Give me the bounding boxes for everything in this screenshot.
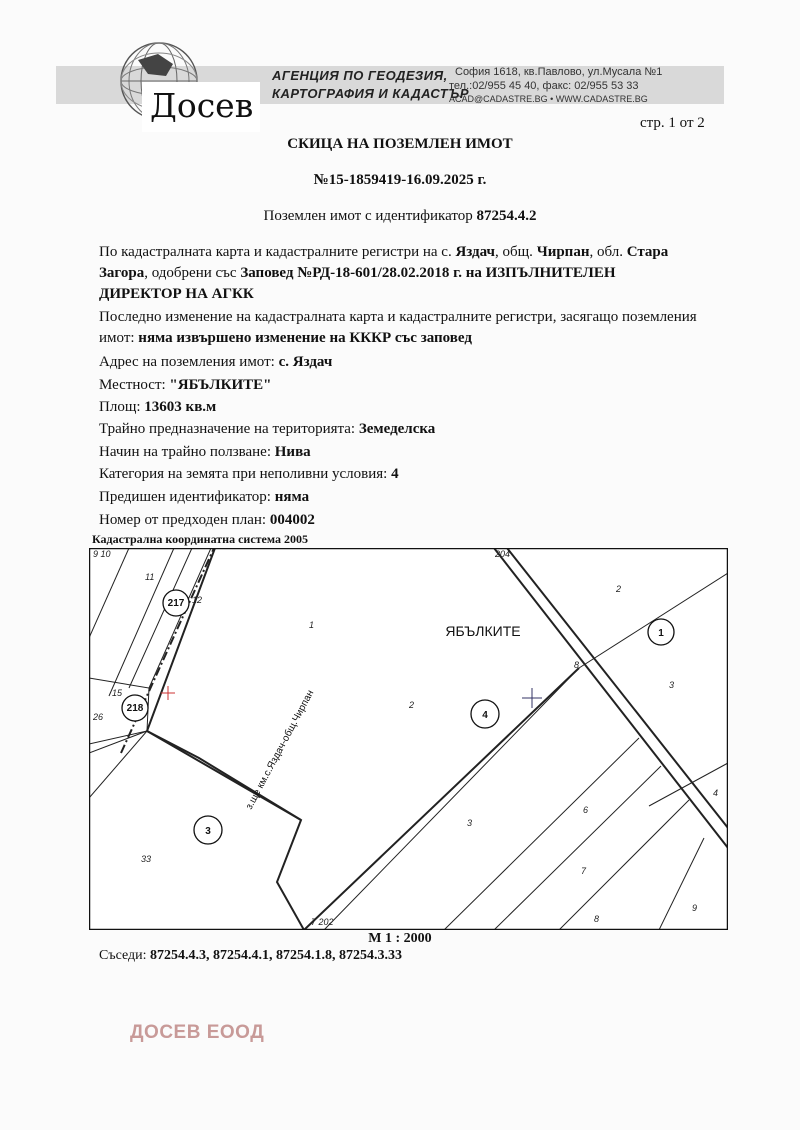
map-label: 9 10: [93, 549, 111, 559]
last-change-line2: имот: няма извършено изменение на КККР със заповед: [99, 330, 472, 346]
cadastre-intro-line2: Загора, одобрени със Заповед №РД-18-601/28.02.2018 г. на ИЗПЪЛНИТЕЛЕН: [99, 265, 616, 281]
purpose-row: Трайно предназначение на територията: Земеделска: [99, 421, 436, 437]
page-title: СКИЦА НА ПОЗЕМЛЕН ИМОТ: [287, 136, 513, 152]
map-label: 8: [594, 914, 600, 924]
map-locality-label: ЯБЪЛКИТЕ: [445, 623, 521, 639]
circle-label-217: 217: [167, 598, 185, 609]
map-label: 15: [112, 688, 123, 698]
category-row: Категория на земята при неполивни условия: 4: [99, 466, 399, 482]
map-label: 12: [192, 595, 203, 605]
circle-label-1: 1: [658, 628, 664, 639]
coordinate-system-label: Кадастрална координатна система 2005: [92, 532, 308, 546]
map-label: 3: [669, 680, 675, 690]
agency-name-line1: АГЕНЦИЯ ПО ГЕОДЕЗИЯ,: [272, 68, 448, 83]
property-identifier: Поземлен имот с идентификатор 87254.4.2: [263, 208, 537, 224]
company-watermark: ДОСЕВ ЕООД: [130, 1022, 265, 1043]
prev-plan-row: Номер от предходен план: 004002: [99, 512, 315, 528]
map-label: 1: [309, 620, 315, 630]
map-label: 2: [409, 700, 415, 710]
circle-label-3: 3: [205, 826, 211, 837]
agency-web: ACAD@CADASTRE.BG • WWW.CADASTRE.BG: [449, 94, 648, 104]
map-label: 9: [692, 903, 698, 913]
agency-name-line2: КАРТОГРАФИЯ И КАДАСТЪР: [272, 86, 469, 101]
dosev-logo: Досев: [150, 86, 254, 125]
map-scale: М 1 : 2000: [368, 931, 432, 946]
map-label: 6: [583, 805, 589, 815]
area-row: Площ: 13603 кв.м: [99, 399, 217, 415]
map-label: 4: [713, 788, 719, 798]
agency-phone: тел.:02/955 45 40, факс: 02/955 53 33: [449, 80, 639, 92]
prev-identifier-row: Предишен идентификатор: няма: [99, 489, 310, 505]
agency-address: София 1618, кв.Павлово, ул.Мусала №1: [455, 66, 663, 78]
map-label: 26: [93, 712, 104, 722]
cadastral-map: [89, 548, 728, 930]
cadastre-intro-line3: ДИРЕКТОР НА АГКК: [99, 286, 254, 302]
document-number: №15-1859419-16.09.2025 г.: [313, 172, 487, 188]
map-label: 204: [495, 549, 511, 559]
map-label: 11: [145, 572, 155, 582]
map-label: 33: [141, 854, 152, 864]
circle-label-218: 218: [126, 703, 144, 714]
map-label: 7: [581, 866, 587, 876]
locality-row: Местност: "ЯБЪЛКИТЕ": [99, 377, 272, 393]
map-label: 2: [616, 584, 622, 594]
cadastre-intro-line1: По кадастралната карта и кадастралните регистри на с. Яздач, общ. Чирпан, обл. Стара: [99, 244, 669, 260]
neighbors-row: Съседи: 87254.4.3, 87254.4.1, 87254.1.8, 87254.3.33: [99, 948, 402, 963]
page-number: стр. 1 от 2: [640, 115, 705, 131]
usage-row: Начин на трайно ползване: Нива: [99, 444, 311, 460]
last-change-line1: Последно изменение на кадастралната карта и кадастралните регистри, засягащо поземления: [99, 309, 697, 325]
map-label: 3: [467, 818, 473, 828]
road-label: з.ще км.с.Яздач-общ.Чирпан: [243, 688, 317, 812]
map-label: 8: [574, 660, 580, 670]
circle-label-4: 4: [482, 710, 488, 721]
map-label: 7 202: [311, 917, 334, 927]
address-row: Адрес на поземления имот: с. Яздач: [99, 354, 333, 370]
